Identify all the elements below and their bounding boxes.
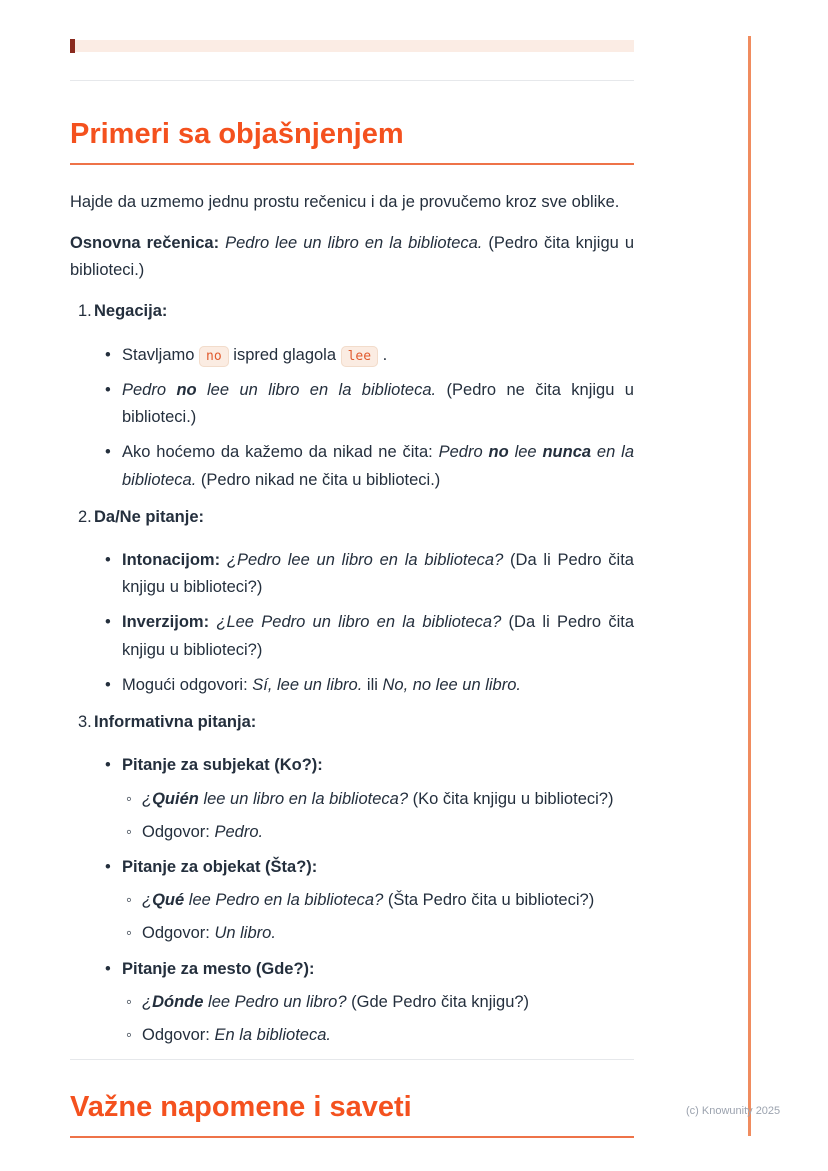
text-segment: lee Pedro un libro? [203, 992, 347, 1011]
page-edge-accent-line [748, 36, 751, 1136]
text-segment: no [488, 443, 509, 462]
circle-item [126, 887, 634, 914]
numbered-item-head [78, 709, 634, 736]
bullet-icon: • [105, 345, 111, 364]
text-segment: (Gde Pedro čita knjigu?) [346, 992, 530, 1011]
sub-question-title: Pitanje za mesto (Gde?): [122, 959, 315, 978]
sub-question-block [122, 752, 634, 846]
content-column [70, 0, 634, 1138]
section-heading-vazne-napomene: Važne napomene i saveti [70, 1091, 412, 1124]
text-segment: Ako hoćemo da kažemo da nikad ne čita: [122, 443, 439, 462]
text-segment: Mogući odgovori: [122, 675, 253, 694]
bullet-icon: • [105, 756, 111, 775]
numbered-item-dane-pitanje [70, 504, 634, 699]
circle-list [126, 989, 634, 1049]
heading-underline [70, 163, 634, 165]
text-segment: En la biblioteca. [214, 1026, 331, 1045]
text-segment: Intonacijom: [122, 550, 227, 569]
text-segment: en la biblioteca. [122, 443, 634, 489]
text-segment: Stavljamo [122, 345, 200, 364]
text-segment: ¿ [142, 891, 153, 910]
text-segment: Inverzijom: [122, 613, 217, 632]
bullet-icon: • [105, 443, 111, 462]
numbered-item-informativna-pitanja [70, 709, 634, 1049]
circle-text [142, 989, 634, 1016]
divider [70, 80, 634, 81]
text-segment: lee un libro en la biblioteca? [198, 789, 409, 808]
list-title: Da/Ne pitanje: [94, 507, 205, 526]
text-segment: Osnovna rečenica: [70, 234, 226, 253]
numbered-item-head [78, 504, 634, 531]
circle-icon: ◦ [126, 992, 132, 1011]
text-segment: Pedro. [214, 822, 264, 841]
circle-item [126, 819, 634, 846]
text-segment: Qué [152, 891, 185, 910]
bullet-item-mesto [105, 956, 634, 1050]
text-segment: (Da li Pedro čita knjigu u biblioteci?) [122, 613, 634, 659]
highlight-strip [70, 40, 634, 52]
text-segment: Pedro [438, 443, 489, 462]
circle-text [142, 887, 634, 914]
circle-text [142, 1022, 634, 1049]
copyright-notice: (c) Knowunity 2025 [686, 1105, 781, 1117]
circle-item [126, 920, 634, 947]
text-segment: Pedro lee un libro en la biblioteca. [225, 234, 483, 253]
sub-question-title: Pitanje za objekat (Šta?): [122, 857, 318, 876]
text-segment: (Ko čita knjigu u biblioteci?) [408, 789, 614, 808]
list-number: 3. [78, 713, 92, 732]
bullet-text [122, 672, 634, 699]
text-segment: (Pedro čita knjigu u biblioteci.) [70, 234, 634, 280]
bullet-text [122, 439, 634, 493]
text-segment: Pedro [122, 380, 177, 399]
bullet-item [105, 342, 634, 369]
bullet-list [105, 547, 634, 699]
text-segment: lee [508, 443, 543, 462]
text-segment: Un libro. [214, 924, 276, 943]
text-segment: Sí, lee un libro. [252, 675, 363, 694]
bullet-text [122, 547, 634, 601]
text-segment: Odgovor: [142, 924, 215, 943]
list-number: 1. [78, 302, 92, 321]
text-segment: ili [362, 675, 383, 694]
text-segment: nunca [542, 443, 592, 462]
numbered-item-negacija [70, 298, 634, 493]
circle-item [126, 989, 634, 1016]
sub-question-title: Pitanje za subjekat (Ko?): [122, 756, 323, 775]
text-segment: no [176, 380, 197, 399]
text-segment: Quién [152, 789, 199, 808]
text-segment: ispred glagola [228, 345, 341, 364]
text-segment: ¿ [142, 992, 153, 1011]
bullet-item [105, 672, 634, 699]
circle-text [142, 920, 634, 947]
bullet-text [122, 377, 634, 431]
bullet-text [122, 342, 634, 369]
bullet-text [122, 609, 634, 663]
section-heading-primeri: Primeri sa objašnjenjem [70, 118, 404, 150]
bullet-item-subjekat [105, 752, 634, 846]
bullet-item [105, 377, 634, 431]
text-segment: ¿Pedro lee un libro en la biblioteca? [226, 550, 504, 569]
numbered-item-head [78, 298, 634, 325]
sub-question-block [122, 956, 634, 1050]
list-title: Informativna pitanja: [94, 713, 257, 732]
circle-text [142, 819, 634, 846]
circle-icon: ◦ [126, 924, 132, 943]
bullet-icon: • [105, 380, 111, 399]
text-segment: lee Pedro en la biblioteca? [184, 891, 384, 910]
intro-paragraph: Hajde da uzmemo jednu prostu rečenicu i da je provučemo kroz sve oblike. [70, 192, 620, 211]
base-sentence-paragraph [70, 230, 634, 284]
text-segment: Odgovor: [142, 1026, 215, 1045]
circle-icon: ◦ [126, 822, 132, 841]
circle-icon: ◦ [126, 789, 132, 808]
divider [70, 1059, 634, 1060]
circle-item [126, 786, 634, 813]
bullet-item [105, 439, 634, 493]
text-segment: ¿Lee Pedro un libro en la biblioteca? [216, 613, 502, 632]
list-title: Negacija: [94, 302, 168, 321]
circle-icon: ◦ [126, 1026, 132, 1045]
text-segment: . [378, 345, 388, 364]
text-segment: (Šta Pedro čita u biblioteci?) [383, 891, 595, 910]
bullet-icon: • [105, 550, 111, 569]
bullet-icon: • [105, 675, 111, 694]
text-segment: No, no lee un libro. [382, 675, 521, 694]
circle-list [126, 786, 634, 846]
bullet-item [105, 609, 634, 663]
bullet-icon: • [105, 857, 111, 876]
circle-item [126, 1022, 634, 1049]
bullet-list [105, 342, 634, 494]
heading-underline [70, 1136, 634, 1138]
text-segment: lee un libro en la biblioteca. [196, 380, 437, 399]
inline-code: no [199, 346, 229, 367]
bullet-list [105, 752, 634, 1049]
bullet-icon: • [105, 959, 111, 978]
text-segment: (Pedro ne čita knjigu u biblioteci.) [122, 380, 634, 427]
list-number: 2. [78, 507, 92, 526]
bullet-item-objekat [105, 854, 634, 948]
text-segment: Dónde [152, 992, 204, 1011]
text-segment: Odgovor: [142, 822, 215, 841]
numbered-list [70, 298, 634, 1049]
strip-marker [70, 39, 75, 53]
bullet-icon: • [105, 613, 111, 632]
circle-list [126, 887, 634, 947]
bullet-item [105, 547, 634, 601]
inline-code: lee [341, 346, 378, 367]
text-segment: (Pedro nikad ne čita u biblioteci.) [196, 470, 441, 489]
sub-question-block [122, 854, 634, 948]
circle-text [142, 786, 634, 813]
text-segment: ¿ [142, 789, 153, 808]
text-segment: (Da li Pedro čita knjigu u biblioteci?) [122, 550, 634, 597]
circle-icon: ◦ [126, 891, 132, 910]
